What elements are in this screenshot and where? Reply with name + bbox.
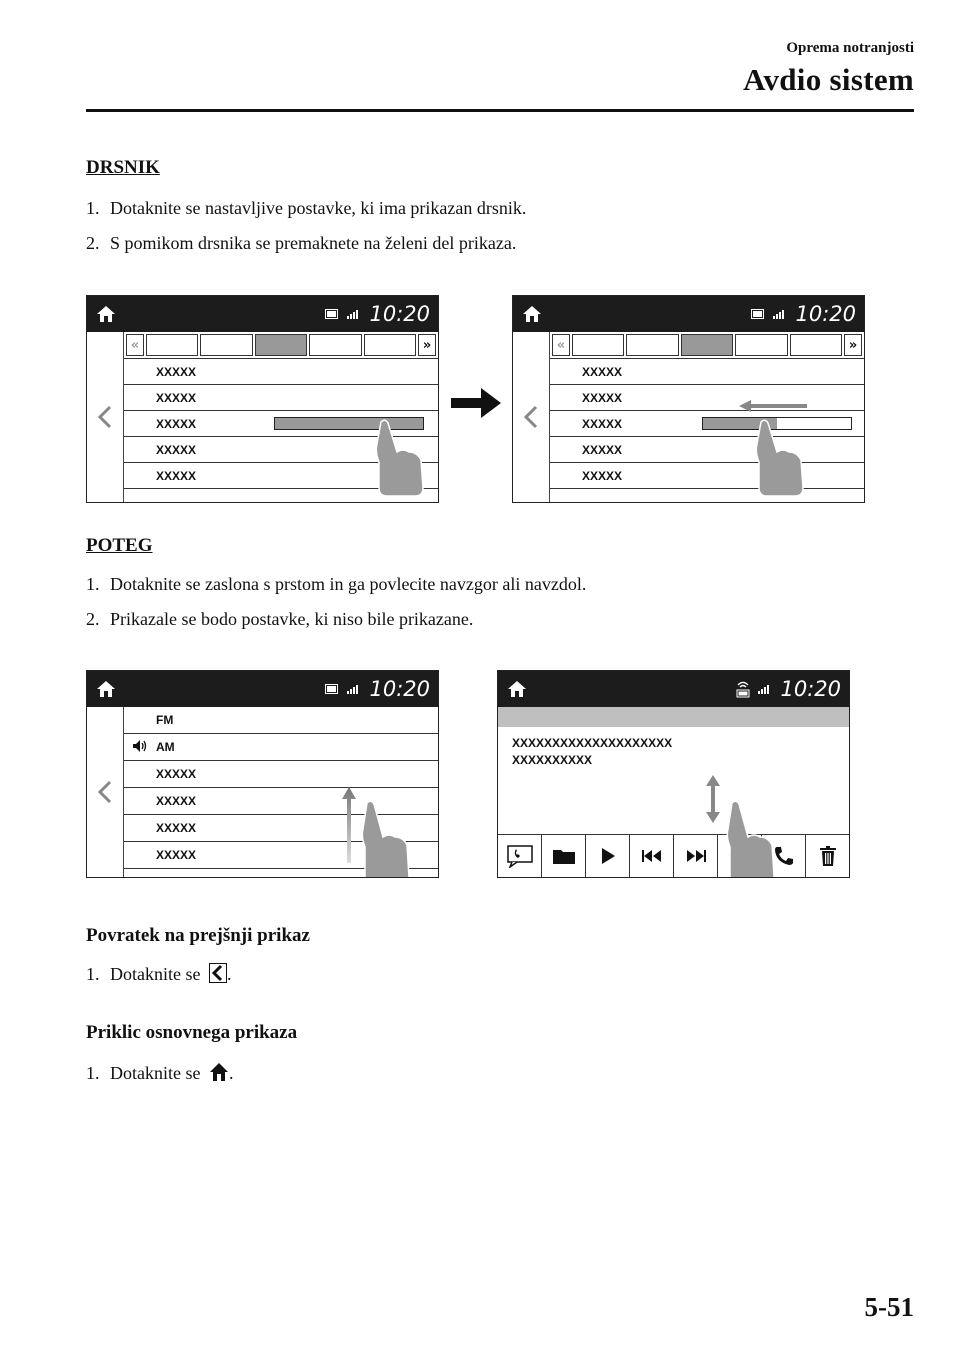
sidebar bbox=[87, 332, 124, 502]
list-item[interactable]: XXXXX bbox=[550, 411, 864, 437]
list-item[interactable]: XXXXX bbox=[124, 463, 438, 489]
play-button[interactable] bbox=[586, 835, 630, 877]
play-icon bbox=[601, 848, 615, 864]
step-number: 1. bbox=[86, 574, 100, 594]
drsnik-step-2 bbox=[86, 233, 516, 254]
wifi-icon bbox=[736, 679, 750, 699]
tab-scroll-right[interactable]: » bbox=[418, 334, 436, 356]
tab-bar bbox=[550, 334, 864, 356]
clock: 10:20 bbox=[780, 677, 841, 701]
message-body[interactable] bbox=[512, 735, 672, 769]
home-heading: Priklic osnovnega prikaza bbox=[86, 1022, 298, 1043]
status-bar bbox=[87, 296, 438, 332]
list-item[interactable]: XXXXX bbox=[550, 359, 864, 385]
list-item[interactable]: XXXXX bbox=[124, 788, 438, 815]
step-number: 1. bbox=[86, 198, 100, 218]
home-icon[interactable] bbox=[506, 678, 528, 700]
tab[interactable] bbox=[200, 334, 252, 356]
tab[interactable] bbox=[364, 334, 416, 356]
folder-button[interactable] bbox=[542, 835, 586, 877]
up-down-arrow-indicator bbox=[705, 775, 721, 823]
up-arrow-indicator bbox=[342, 787, 356, 863]
status-bar bbox=[513, 296, 864, 332]
list-item[interactable]: FM bbox=[124, 707, 438, 734]
slider-screen-before bbox=[86, 295, 439, 503]
poteg-step-1 bbox=[86, 574, 586, 595]
item-list bbox=[550, 358, 864, 489]
list-item[interactable]: XXXXX bbox=[550, 385, 864, 411]
sms-button[interactable] bbox=[498, 835, 542, 877]
sms-icon bbox=[507, 844, 533, 868]
hand-icon bbox=[724, 799, 780, 878]
return-heading: Povratek na prejšnji prikaz bbox=[86, 925, 310, 946]
step-end: . bbox=[228, 1063, 234, 1083]
message-screen bbox=[497, 670, 850, 878]
list-item[interactable]: XXXXX bbox=[550, 437, 864, 463]
step-text: S pomikom drsnika se premaknete na želeni del prikaza. bbox=[110, 233, 517, 253]
step-text: Prikazale se bodo postavke, ki niso bile prikazane. bbox=[110, 609, 474, 629]
tab[interactable] bbox=[309, 334, 361, 356]
tab-scroll-left[interactable]: « bbox=[552, 334, 570, 356]
tab-scroll-right[interactable]: » bbox=[844, 334, 862, 356]
tab[interactable] bbox=[146, 334, 198, 356]
battery-icon bbox=[751, 309, 765, 319]
list-item[interactable]: AM bbox=[124, 734, 438, 761]
status-bar bbox=[87, 671, 438, 707]
list-item[interactable]: XXXXX bbox=[124, 385, 438, 411]
next-icon bbox=[686, 850, 706, 862]
next-button[interactable] bbox=[674, 835, 718, 877]
list-item[interactable]: XXXXX bbox=[124, 761, 438, 788]
folder-icon bbox=[552, 847, 576, 865]
step-text: Dotaknite se zaslona s prstom in ga povlecite navzgor ali navzdol. bbox=[110, 574, 587, 594]
tab[interactable] bbox=[790, 334, 842, 356]
list-item[interactable]: XXXXX bbox=[124, 815, 438, 842]
back-icon[interactable] bbox=[97, 780, 113, 804]
step-text: Dotaknite se bbox=[110, 1063, 201, 1083]
tab-active[interactable] bbox=[255, 334, 307, 356]
list-item[interactable]: XXXXX bbox=[124, 411, 438, 437]
signal-icon bbox=[758, 684, 772, 694]
right-arrow-icon bbox=[451, 388, 501, 418]
status-bar bbox=[498, 671, 849, 707]
tab[interactable] bbox=[735, 334, 787, 356]
hand-icon bbox=[753, 418, 805, 496]
clock: 10:20 bbox=[795, 302, 856, 326]
tab-bar bbox=[124, 334, 438, 356]
message-line: XXXXXXXXXX bbox=[512, 753, 593, 767]
header-rule bbox=[86, 109, 914, 112]
sidebar bbox=[513, 332, 550, 502]
step-text: Dotaknite se bbox=[110, 964, 201, 984]
page-title: Avdio sistem bbox=[743, 62, 914, 97]
slider-screen-after bbox=[512, 295, 865, 503]
home-icon bbox=[209, 1062, 229, 1082]
signal-icon bbox=[347, 684, 361, 694]
home-icon[interactable] bbox=[521, 303, 543, 325]
message-toolbar bbox=[498, 834, 849, 877]
back-icon[interactable] bbox=[97, 405, 113, 429]
home-icon[interactable] bbox=[95, 678, 117, 700]
step-end: . bbox=[226, 964, 232, 984]
speaker-icon bbox=[132, 739, 147, 753]
step-number: 2. bbox=[86, 233, 100, 253]
return-step-1 bbox=[86, 963, 231, 985]
tab[interactable] bbox=[626, 334, 678, 356]
list-item[interactable]: XXXXX bbox=[124, 842, 438, 869]
previous-button[interactable] bbox=[630, 835, 674, 877]
tab-scroll-left[interactable]: « bbox=[126, 334, 144, 356]
back-icon[interactable] bbox=[523, 405, 539, 429]
message-header-band bbox=[498, 707, 849, 727]
sidebar bbox=[87, 707, 124, 877]
home-step-1 bbox=[86, 1062, 233, 1084]
clock: 10:20 bbox=[369, 302, 430, 326]
section-subtitle: Oprema notranjosti bbox=[786, 40, 914, 56]
list-item[interactable]: XXXXX bbox=[124, 359, 438, 385]
hand-icon bbox=[373, 418, 425, 496]
battery-icon bbox=[325, 684, 339, 694]
list-item[interactable]: XXXXX bbox=[124, 437, 438, 463]
left-arrow-indicator bbox=[739, 400, 809, 412]
home-icon[interactable] bbox=[95, 303, 117, 325]
radio-list-screen bbox=[86, 670, 439, 878]
poteg-heading: POTEG bbox=[86, 535, 153, 556]
delete-button[interactable] bbox=[806, 835, 849, 877]
step-number: 2. bbox=[86, 609, 100, 629]
signal-icon bbox=[773, 309, 787, 319]
drsnik-heading: DRSNIK bbox=[86, 157, 160, 178]
trash-icon bbox=[820, 846, 836, 866]
tab-active[interactable] bbox=[681, 334, 733, 356]
tab[interactable] bbox=[572, 334, 624, 356]
clock: 10:20 bbox=[369, 677, 430, 701]
drsnik-step-1 bbox=[86, 198, 526, 219]
poteg-step-2 bbox=[86, 609, 473, 630]
page-number: 5-51 bbox=[864, 1292, 914, 1322]
battery-icon bbox=[325, 309, 339, 319]
step-text: Dotaknite se nastavljive postavke, ki ima prikazan drsnik. bbox=[110, 198, 527, 218]
signal-icon bbox=[347, 309, 361, 319]
previous-icon bbox=[642, 850, 662, 862]
hand-icon bbox=[359, 799, 415, 878]
back-icon bbox=[209, 963, 227, 983]
list-item[interactable]: XXXXX bbox=[550, 463, 864, 489]
step-number: 1. bbox=[86, 964, 100, 984]
message-line: XXXXXXXXXXXXXXXXXXXX bbox=[512, 736, 673, 750]
step-number: 1. bbox=[86, 1063, 100, 1083]
